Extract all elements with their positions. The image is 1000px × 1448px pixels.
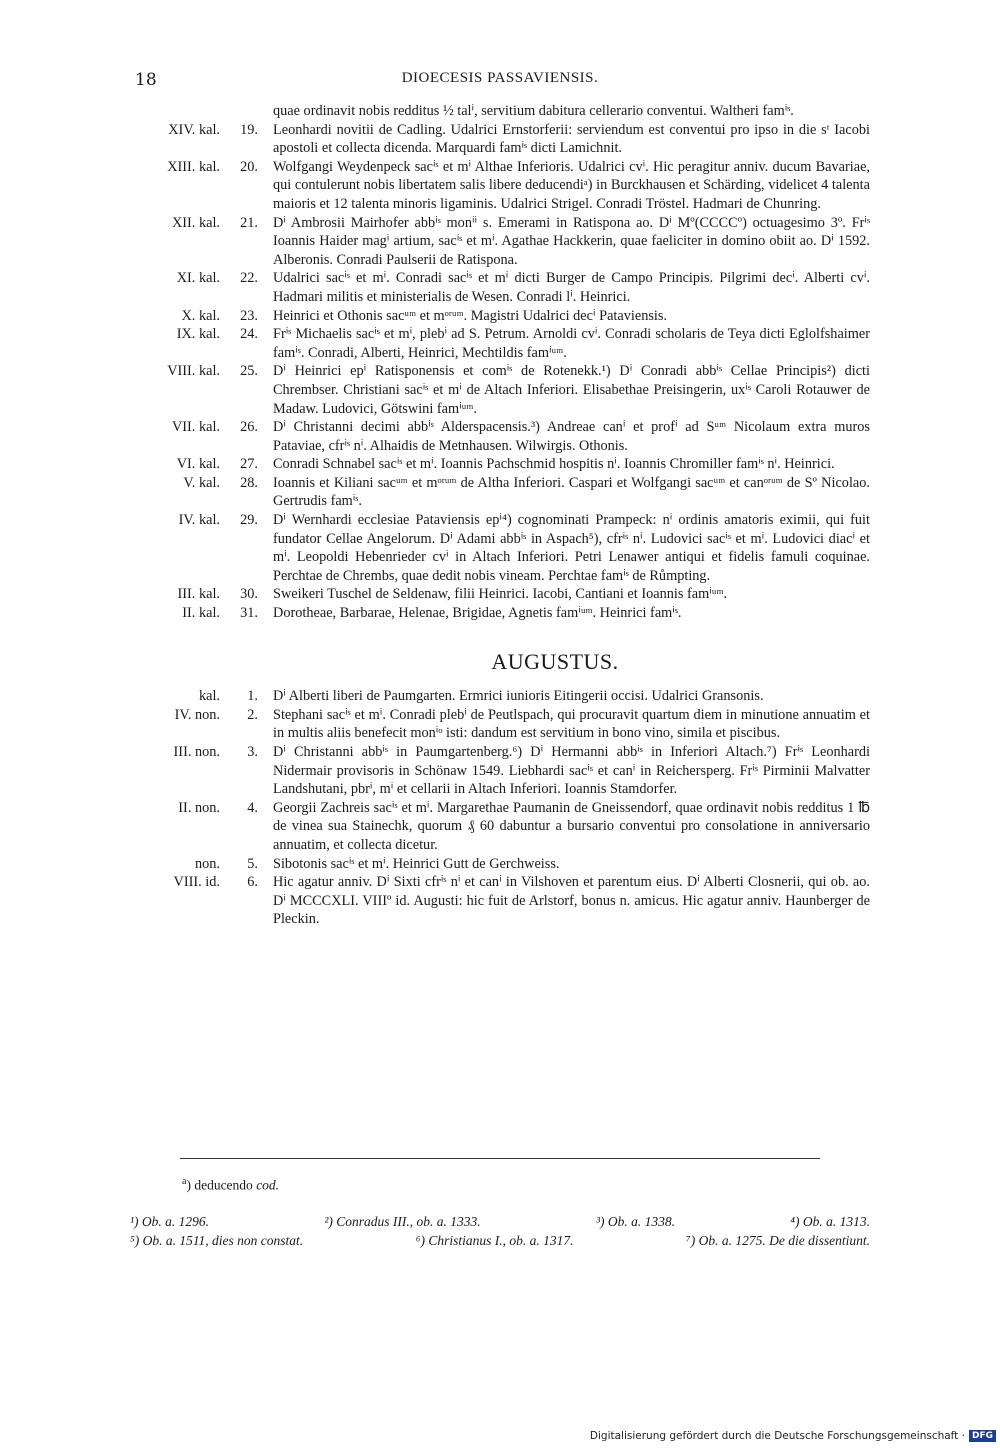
entry-text: Conradi Schnabel sacⁱˢ et mⁱ. Ioannis Pachschmid hospitis nⁱ. Ioannis Chromiller famⁱˢ nⁱ. Heinrici.	[273, 456, 835, 473]
entry-text: Ioannis et Kiliani sacᵘᵐ et mᵒʳᵘᵐ de Altha Inferiori. Caspari et Wolfgangi sacᵘᵐ et canᵒʳᵘᵐ de Sº Nicolao. Gertrudis famⁱˢ.	[273, 474, 870, 510]
entry-text: Georgii Zachreis sacⁱˢ et mⁱ. Margarethae Paumanin de Gneissendorf, quae ordinavit nobis redditus 1 ℔ de vinea sua Stainechk, quorum ₰ 60 dabuntur a bursario conventui pro consolatione in anniversario annuatim, et collecta dicetur.	[273, 799, 870, 853]
entry-date: non.	[194, 855, 220, 872]
entry-text: Frⁱˢ Michaelis sacⁱˢ et mⁱ, plebⁱ ad S. Petrum. Arnoldi cvⁱ. Conradi scholaris de Teya dicti Eglolfshaimer famⁱˢ. Conradi, Alberti, Heinrici, Mechtildis famⁱᵘᵐ.	[273, 326, 870, 361]
endnote-row	[130, 1212, 870, 1231]
entry-text: Stephani sacⁱˢ et mⁱ. Conradi plebⁱ de Peutlspach, qui procuravit quartum diem in minutione annuatim et in multis aliis benefecit monⁱᵒ isti: dandum est servitium in bono vino, simila et piscibus.	[273, 706, 870, 742]
entry-date: IV. non.	[174, 706, 220, 723]
endnote: ³) Ob. a. 1338.	[595, 1214, 675, 1229]
footnote-marker: a	[182, 1176, 187, 1187]
calendar-entry	[140, 158, 870, 214]
entry-day-number: 5.	[247, 855, 258, 872]
entry-text: Dorotheae, Barbarae, Helenae, Brigidae, Agnetis famⁱᵘᵐ. Heinrici famⁱˢ.	[273, 605, 682, 622]
digitization-footer	[590, 1430, 996, 1442]
calendar-entry	[140, 511, 870, 585]
entry-day-number: 2.	[247, 706, 258, 723]
entry-text: Wolfgangi Weydenpeck sacⁱˢ et mⁱ Althae Inferioris. Udalrici cvⁱ. Hic peragitur anniv. ducum Bavariae, qui contulerunt nobis libertatem salis libere deducendiᵃ) in Burckhausen et Schärding, videlicet 4 talenta maioris et 12 talenta minoris ligaminis. Udalrici Strigel. Conradi Tröstel. Hadmari de Chunring.	[273, 158, 870, 212]
entry-day-number: 1.	[247, 688, 258, 705]
entry-date: III. kal.	[177, 586, 220, 603]
entry-date: VIII. id.	[173, 874, 220, 891]
calendar-entry	[140, 687, 870, 706]
entry-date: XIII. kal.	[167, 158, 220, 175]
entry-day-number: 30.	[240, 586, 258, 603]
entry-day-number: 3.	[247, 744, 258, 760]
calendar-entry	[140, 325, 870, 362]
entry-text: Heinrici et Othonis sacᵘᵐ et mᵒʳᵘᵐ. Magistri Udalrici decⁱ Pataviensis.	[273, 307, 668, 324]
calendar-entry	[140, 585, 870, 604]
entry-date: XII. kal.	[171, 214, 220, 231]
entry-text: Sibotonis sacⁱˢ et mⁱ. Heinrici Gutt de Gerchweiss.	[273, 855, 560, 872]
calendar-entry	[140, 269, 870, 306]
footnote-abbr: cod.	[256, 1177, 280, 1193]
calendar-entry	[140, 706, 870, 743]
entry-text: Leonhardi novitii de Cadling. Udalrici Ernstorferii: serviendum est conventui pro ipso in die sᵗ Iacobi apostoli et collecta dicenda. Marquardi famⁱˢ dicti Lamichnit.	[273, 121, 870, 157]
page-number: 18	[135, 70, 157, 90]
calendar-entry	[140, 474, 870, 511]
entry-text: Dⁱ Christanni decimi abbⁱˢ Alderspacensis.³) Andreae canⁱ et profⁱ ad Sᵘᵐ Nicolaum extra muros Pataviae, cfrⁱˢ nⁱ. Alhaidis de Metnhausen. Wilwirgis. Othonis.	[273, 419, 870, 454]
entry-date: II. non.	[178, 799, 220, 816]
endnote: ⁷) Ob. a. 1275. De die dissentiunt.	[686, 1233, 870, 1248]
entry-text: Hic agatur anniv. Dⁱ Sixti cfrⁱˢ nⁱ et canⁱ in Vilshoven et parentum eius. Dⁱ Alberti Closnerii, qui ob. ao. Dⁱ MCCCXLI. VIIIº id. Augusti: hic fuit de Arlstorf, bonus n. amicus. Hic agatur anniv. Haunberger de Pleckin.	[273, 874, 870, 928]
main-text	[140, 102, 870, 929]
entry-date: XI. kal.	[176, 270, 220, 287]
calendar-entry	[140, 418, 870, 455]
entry-day-number: 19.	[240, 121, 258, 138]
entry-text: Dⁱ Wernhardi ecclesiae Pataviensis epⁱ⁴) cognominati Prampeck: nⁱ ordinis amatoris eximii, qui fuit fundator Cellae Angelorum. Dⁱ Adami abbⁱˢ in Aspach⁵), cfrⁱˢ nⁱ. Ludovici sacⁱˢ et mⁱ. Ludovici diacⁱ et mⁱ. Leopoldi Hebenrieder cvⁱ in Altach Inferiori. Petri Lenawer antiqui et fidelis famuli coquinae. Perchtae de Chrembs, quae dedit nobis vineam. Perchtae famⁱˢ de Růmpting.	[273, 512, 870, 584]
endnote-row	[130, 1231, 870, 1250]
entry-day-number: 26.	[240, 419, 258, 436]
entry-day-number: 4.	[247, 799, 258, 816]
entry-day-number: 27.	[240, 456, 258, 473]
endnote: ⁴) Ob. a. 1313.	[790, 1214, 870, 1229]
calendar-entry	[140, 855, 870, 874]
entry-text: Sweikeri Tuschel de Seldenaw, filii Heinrici. Iacobi, Cantiani et Ioannis famⁱᵘᵐ.	[273, 586, 728, 603]
calendar-entry	[140, 121, 870, 158]
entry-text: Dⁱ Christanni abbⁱˢ in Paumgartenberg.⁶) Dⁱ Hermanni abbⁱˢ in Inferiori Altach.⁷) Frⁱˢ Leonhardi Nidermair provisoris in Schönaw 1549. Liebhardi sacⁱˢ et canⁱ in Reichersperg. Frⁱˢ Pirminii Malvatter Landshutani, pbrⁱ, mⁱ et cellarii in Altach Inferiori. Ioannis Stamdorfer.	[273, 744, 870, 798]
entry-day-number: 6.	[247, 874, 258, 891]
calendar-entry	[140, 873, 870, 929]
calendar-entry	[140, 455, 870, 474]
calendar-entry	[140, 214, 870, 270]
july-entries	[140, 121, 870, 623]
entry-date: X. kal.	[181, 307, 220, 324]
entry-date: kal.	[198, 688, 220, 705]
entry-date: XIV. kal.	[168, 121, 220, 138]
entry-day-number: 22.	[240, 270, 258, 287]
footer-text: Digitalisierung gefördert durch die Deutsche Forschungsgemeinschaft ·	[589, 1430, 965, 1442]
entry-date: VI. kal.	[176, 456, 220, 473]
calendar-entry	[140, 743, 870, 799]
entry-day-number: 25.	[240, 363, 258, 380]
entry-text: Dⁱ Ambrosii Mairhofer abbⁱˢ monⁱⁱ s. Emerami in Ratispona ao. Dⁱ Mº(CCCCº) octuagesimo 3º. Frⁱˢ Ioannis Haider magⁱ artium, sacⁱˢ et mⁱ. Agathae Hackkerin, quae faeliciter in domino obiit ao. Dⁱ 1592. Alberonis. Conradi Paulserii de Ratispona.	[273, 214, 870, 268]
entry-text: Dⁱ Heinrici epⁱ Ratisponensis et comⁱˢ de Rotenekk.¹) Dⁱ Conradi abbⁱˢ Cellae Principis²) dicti Chrembser. Christiani sacⁱˢ et mⁱ de Altach Inferiori. Elisabethae Preisingerin, uxⁱˢ Caroli Rotauwer de Madaw. Ludovici, Götswini famⁱᵘᵐ.	[273, 363, 870, 417]
entry-day-number: 23.	[240, 307, 258, 324]
entry-date: VII. kal.	[171, 419, 220, 436]
entry-date: V. kal.	[183, 474, 220, 491]
endnotes	[130, 1212, 870, 1250]
section-title: AUGUSTUS.	[491, 648, 619, 674]
footnote-rule	[180, 1158, 820, 1159]
entry-date: IV. kal.	[178, 512, 220, 529]
entry-day-number: 28.	[240, 474, 258, 491]
dfg-logo: DFG	[969, 1430, 996, 1442]
running-title: DIOECESIS PASSAVIENSIS.	[401, 70, 599, 86]
calendar-entry	[140, 799, 870, 855]
calendar-entry	[140, 307, 870, 326]
entry-date: IX. kal.	[176, 326, 220, 343]
entry-day-number: 20.	[240, 158, 258, 175]
endnote: ⁶) Christianus I., ob. a. 1317.	[415, 1233, 574, 1248]
entry-day-number: 21.	[240, 214, 258, 231]
entry-date: VIII. kal.	[167, 363, 220, 380]
entry-date: III. non.	[173, 744, 220, 760]
footnote-a: $^a$) deducendo cod.	[182, 1176, 280, 1193]
page-header	[0, 70, 1000, 94]
entry-text: Udalrici sacⁱˢ et mⁱ. Conradi sacⁱˢ et mⁱ dicti Burger de Campo Principis. Pilgrimi decⁱ. Alberti cvⁱ. Hadmari militis et ministerialis de Wesen. Conradi lⁱ. Heinrici.	[273, 270, 870, 305]
endnote: ¹) Ob. a. 1296.	[130, 1214, 210, 1229]
august-entries	[140, 687, 870, 929]
entry-day-number: 29.	[240, 512, 258, 529]
entry-text: Dⁱ Alberti liberi de Paumgarten. Ermrici iunioris Eitingerii occisi. Udalrici Gransonis.	[273, 688, 764, 705]
entry-day-number: 24.	[240, 326, 258, 343]
endnote: ⁵) Ob. a. 1511, dies non constat.	[130, 1233, 304, 1248]
entry-day-number: 31.	[240, 605, 258, 622]
entry-date: II. kal.	[182, 605, 220, 622]
calendar-entry	[140, 362, 870, 418]
continuation-text: quae ordinavit nobis redditus ½ talⁱ, servitium dabitura cellerario conventui. Waltheri famⁱˢ.	[273, 103, 794, 119]
endnote: ²) Conradus III., ob. a. 1333.	[324, 1214, 481, 1229]
calendar-entry	[140, 604, 870, 623]
footnote-text: deducendo	[194, 1177, 253, 1193]
